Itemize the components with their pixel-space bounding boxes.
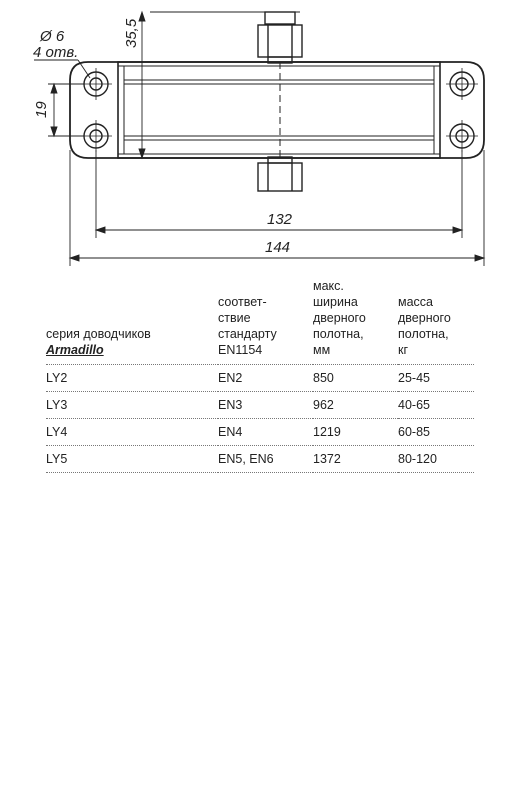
- cell-width: 1372: [313, 446, 398, 473]
- header-series: [46, 278, 218, 365]
- header-brand-label: Armadillo: [46, 343, 104, 357]
- cell-standard: EN2: [218, 365, 313, 392]
- closer-body: [70, 62, 484, 158]
- cell-width: 962: [313, 392, 398, 419]
- cell-mass: 80-120: [398, 446, 474, 473]
- dim-inner-length-label: 132: [267, 211, 293, 228]
- header-mass: [398, 278, 474, 365]
- cell-series: LY5: [46, 446, 218, 473]
- table-row: [46, 419, 474, 446]
- holes-count-label: 4 отв.: [33, 44, 79, 61]
- dim-total-length-label: 144: [265, 239, 291, 256]
- top-shaft-nut: [258, 12, 302, 63]
- mounting-hole-top-right: [446, 68, 478, 100]
- cell-mass: 25-45: [398, 365, 474, 392]
- header-standard: [218, 278, 313, 365]
- table-row: [46, 446, 474, 473]
- cell-width: 1219: [313, 419, 398, 446]
- table-row: [46, 365, 474, 392]
- cell-mass: 40-65: [398, 392, 474, 419]
- table-row: [46, 392, 474, 419]
- mounting-hole-bottom-left: [80, 120, 112, 152]
- mounting-hole-bottom-right: [446, 120, 478, 152]
- header-mass-label: масса дверного полотна, кг: [398, 295, 451, 357]
- cell-series: LY3: [46, 392, 218, 419]
- cell-standard: EN3: [218, 392, 313, 419]
- cell-mass: 60-85: [398, 419, 474, 446]
- cell-series: LY2: [46, 365, 218, 392]
- header-series-label: серия доводчиков: [46, 327, 151, 341]
- mounting-hole-top-left: [80, 68, 112, 100]
- header-standard-label: соответ- ствие стандарту EN1154: [218, 295, 277, 357]
- bottom-shaft-nut: [258, 157, 302, 191]
- door-closer-drawing: [0, 0, 520, 270]
- dim-height-label: 35,5: [123, 18, 140, 48]
- door-closer-spec-table: [46, 278, 474, 473]
- cell-standard: EN4: [218, 419, 313, 446]
- cell-width: 850: [313, 365, 398, 392]
- cell-series: LY4: [46, 419, 218, 446]
- dim-hole-spacing-label: 19: [33, 101, 50, 118]
- header-width-label: макс. ширина дверного полотна, мм: [313, 279, 366, 357]
- dim-hole-spacing-line: [48, 84, 84, 136]
- table-header-row: [46, 278, 474, 365]
- header-width: [313, 278, 398, 365]
- hole-diameter-label: Ø 6: [40, 28, 65, 45]
- cell-standard: EN5, EN6: [218, 446, 313, 473]
